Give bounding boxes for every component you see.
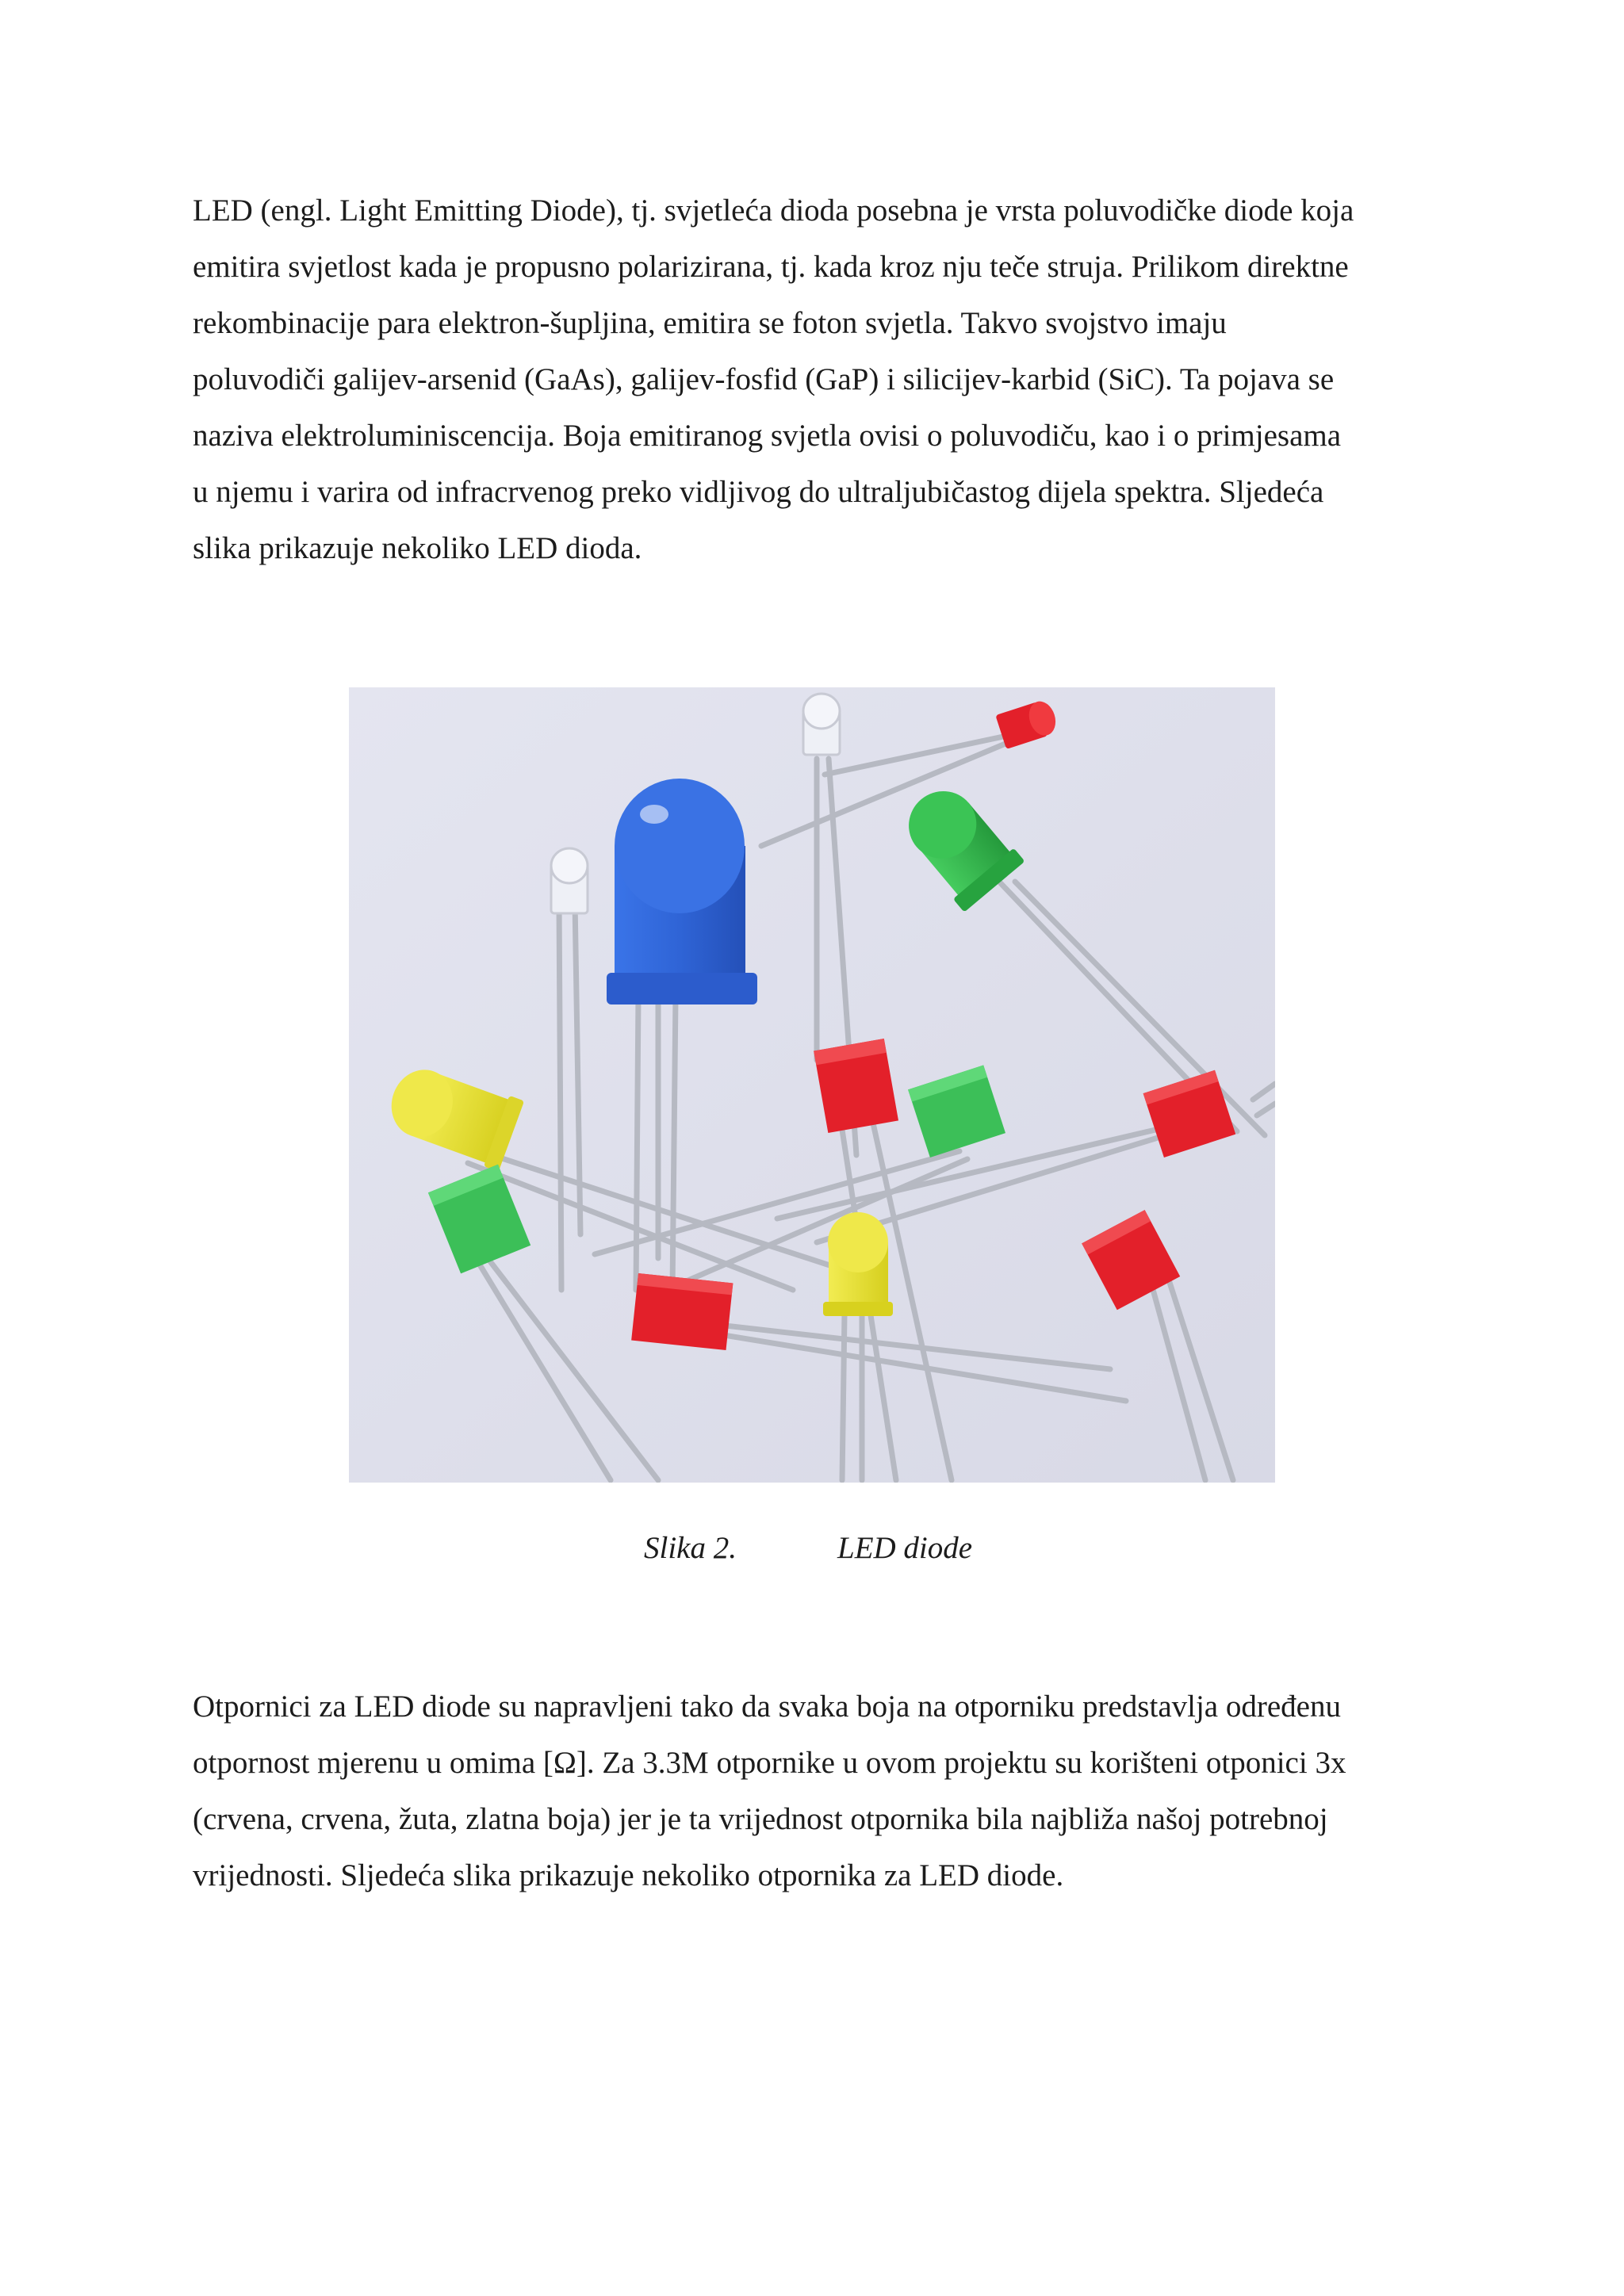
- text-line: u njemu i varira od infracrvenog preko vidljivog do ultraljubičastog dijela spektra. Sljedeća: [193, 475, 1324, 509]
- text-line: (crvena, crvena, žuta, zlatna boja) jer je ta vrijednost otpornika bila najbliža našoj potrebnoj: [193, 1802, 1328, 1836]
- text-line: slika prikazuje nekoliko LED dioda.: [193, 531, 642, 565]
- clear-led-top: [803, 694, 840, 755]
- red-led-square-center: [814, 1039, 898, 1133]
- red-led-square-lower: [631, 1273, 733, 1350]
- paragraph-led-intro: [193, 182, 1438, 576]
- text-line: otpornost mjerenu u omima [Ω]. Za 3.3M otpornike u ovom projektu su korišteni otponici 3x: [193, 1746, 1346, 1780]
- clear-led-left: [551, 848, 588, 913]
- photo-background: [349, 687, 1275, 1483]
- paragraph-resistors: [193, 1678, 1438, 1904]
- text-line: rekombinacije para elektron-šupljina, emitira se foton svjetla. Takvo svojstvo imaju: [193, 306, 1227, 340]
- caption-text: LED diode: [837, 1531, 973, 1565]
- caption-number: Slika 2.: [644, 1531, 737, 1565]
- led-illustration: [349, 687, 1275, 1483]
- yellow-led-small: [823, 1212, 893, 1316]
- text-line: emitira svjetlost kada je propusno polarizirana, tj. kada kroz nju teče struja. Prilikom direktne: [193, 250, 1349, 284]
- led-diodes-photo: [349, 687, 1275, 1483]
- text-line: poluvodiči galijev-arsenid (GaAs), galijev-fosfid (GaP) i silicijev-karbid (SiC). Ta pojava se: [193, 362, 1335, 396]
- text-line: Otpornici za LED diode su napravljeni tako da svaka boja na otporniku predstavlja određenu: [193, 1689, 1341, 1724]
- text-line: naziva elektroluminiscencija. Boja emitiranog svjetla ovisi o poluvodiču, kao i o primjesama: [193, 419, 1342, 453]
- text-line: vrijednosti. Sljedeća slika prikazuje nekoliko otpornika za LED diode.: [193, 1858, 1064, 1892]
- figure-caption: [0, 1530, 1624, 1570]
- blue-led-large: [607, 779, 757, 1004]
- text-line: LED (engl. Light Emitting Diode), tj. svjetleća dioda posebna je vrsta poluvodičke diode koja: [193, 193, 1354, 228]
